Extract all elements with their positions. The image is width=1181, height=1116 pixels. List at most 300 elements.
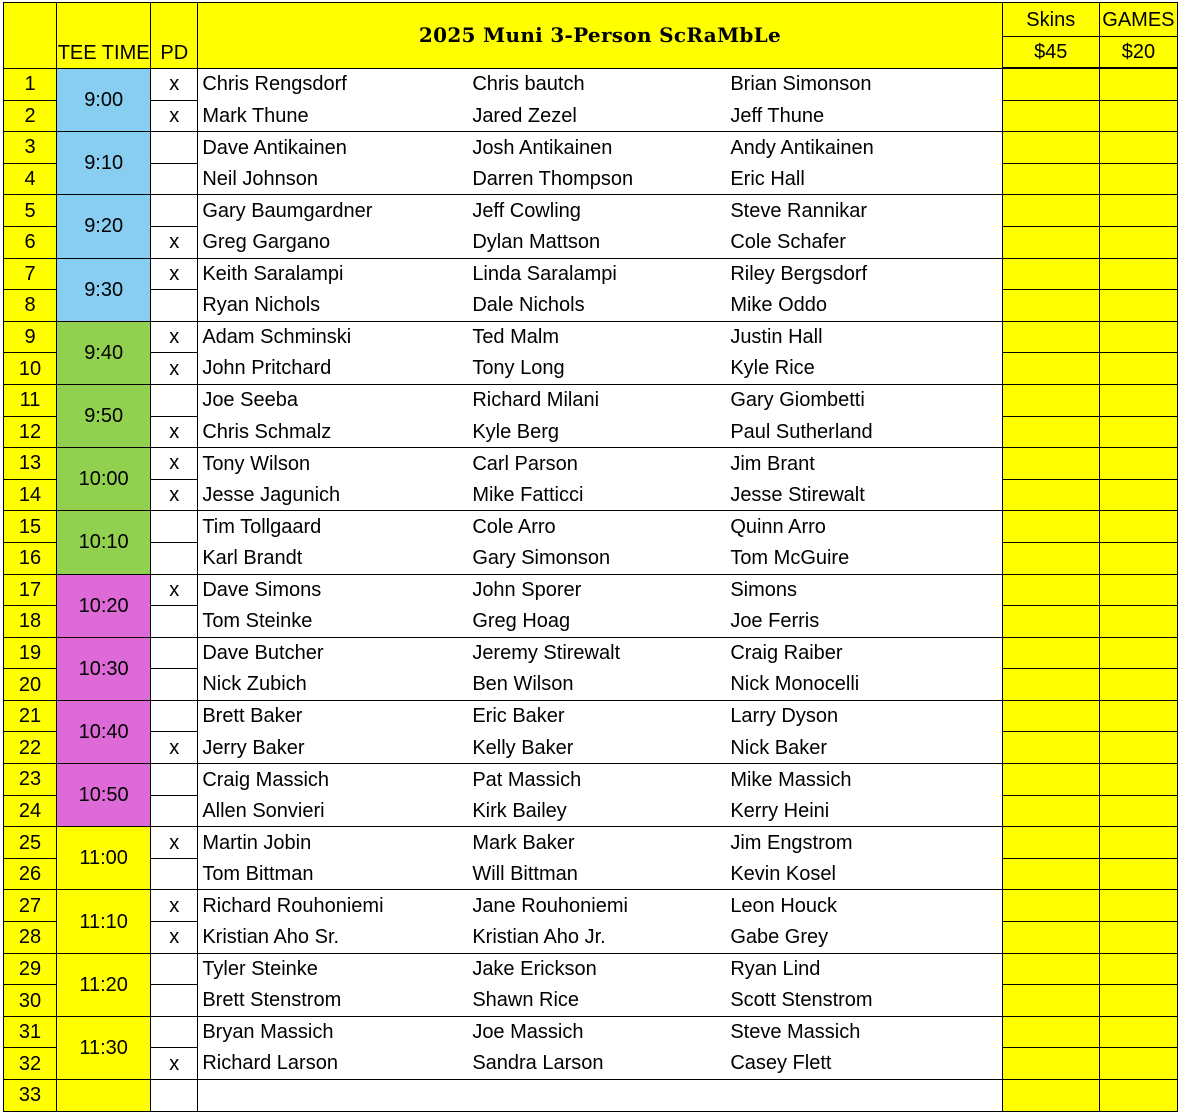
games-cell[interactable] — [1099, 321, 1177, 353]
tee-row — [4, 700, 1178, 732]
player-name: Pat Massich — [472, 768, 582, 791]
paid-mark: x — [151, 321, 198, 353]
skins-cell[interactable] — [1002, 795, 1099, 827]
skins-cell[interactable] — [1002, 384, 1099, 416]
player-name: Kyle Berg — [472, 420, 560, 443]
player-names — [198, 827, 1002, 859]
tee-row — [4, 890, 1178, 922]
row-number: 12 — [4, 416, 57, 448]
row-number: 28 — [4, 922, 57, 954]
paid-mark — [151, 132, 198, 164]
paid-mark — [151, 606, 198, 638]
paid-mark — [151, 290, 198, 322]
player-names — [198, 637, 1002, 669]
skins-header: Skins — [1002, 3, 1099, 37]
player-name: Neil Johnson — [202, 167, 318, 190]
tee-row — [4, 195, 1178, 227]
paid-mark: x — [151, 226, 198, 258]
player-group — [198, 701, 1001, 732]
tee-row — [4, 795, 1178, 827]
row-number: 25 — [4, 827, 57, 859]
player-name: Shawn Rice — [472, 989, 580, 1012]
player-name: Mark Thune — [202, 104, 309, 127]
tee-row — [4, 68, 1178, 100]
player-name: Jerry Baker — [202, 736, 305, 759]
paid-mark — [151, 1080, 198, 1112]
player-name: Greg Gargano — [202, 231, 331, 254]
player-names — [198, 764, 1002, 796]
tee-row — [4, 290, 1178, 322]
player-names — [198, 416, 1002, 448]
tee-row — [4, 985, 1178, 1017]
paid-mark — [151, 669, 198, 701]
row-number: 3 — [4, 132, 57, 164]
skins-cell[interactable] — [1002, 195, 1099, 227]
player-names — [198, 574, 1002, 606]
tee-row — [4, 258, 1178, 290]
player-name: Paul Sutherland — [730, 420, 873, 443]
player-name: Mike Fatticci — [472, 483, 584, 506]
tee-time: 11:10 — [57, 890, 151, 953]
tee-time: 9:40 — [57, 321, 151, 384]
games-cell[interactable] — [1099, 226, 1177, 258]
row-number: 9 — [4, 321, 57, 353]
player-name: Kristian Aho Jr. — [472, 926, 606, 949]
tee-row — [4, 606, 1178, 638]
games-cell[interactable] — [1099, 637, 1177, 669]
games-cell[interactable] — [1099, 795, 1177, 827]
row-number: 4 — [4, 163, 57, 195]
player-names — [198, 448, 1002, 480]
games-cell[interactable] — [1099, 669, 1177, 701]
skins-cell[interactable] — [1002, 100, 1099, 132]
games-cell[interactable] — [1099, 827, 1177, 859]
player-name: Tony Long — [472, 357, 565, 380]
row-number: 2 — [4, 100, 57, 132]
games-cell[interactable] — [1099, 542, 1177, 574]
player-name: Larry Dyson — [730, 705, 839, 728]
player-name: Sandra Larson — [472, 1052, 604, 1075]
player-name: Riley Bergsdorf — [730, 263, 868, 286]
paid-mark: x — [151, 922, 198, 954]
player-name: Eric Baker — [472, 705, 565, 728]
player-name: Adam Schminski — [202, 326, 352, 349]
player-group — [198, 448, 1001, 479]
tee-row — [4, 100, 1178, 132]
games-header: GAMES — [1099, 3, 1177, 37]
skins-cell[interactable] — [1002, 669, 1099, 701]
tee-row — [4, 416, 1178, 448]
tee-row — [4, 1016, 1178, 1048]
skins-cell[interactable] — [1002, 637, 1099, 669]
player-name: Ryan Lind — [730, 958, 821, 981]
player-name: Gary Baumgardner — [202, 199, 373, 222]
player-group — [198, 606, 1001, 637]
skins-cell[interactable] — [1002, 574, 1099, 606]
player-name: Gary Giombetti — [730, 389, 865, 412]
player-name: Josh Antikainen — [472, 136, 613, 159]
player-name: Joe Seeba — [202, 389, 298, 412]
player-name: Richard Larson — [202, 1052, 338, 1075]
games-cell[interactable] — [1099, 732, 1177, 764]
player-names — [198, 1080, 1002, 1112]
skins-cell[interactable] — [1002, 1080, 1099, 1112]
player-names — [198, 132, 1002, 164]
skins-cell[interactable] — [1002, 321, 1099, 353]
tee-time: 9:20 — [57, 195, 151, 258]
player-name: Scott Stenstrom — [730, 989, 873, 1012]
player-name: Bryan Massich — [202, 1021, 334, 1044]
player-names — [198, 226, 1002, 258]
player-names — [198, 68, 1002, 100]
games-cell[interactable] — [1099, 764, 1177, 796]
paid-mark — [151, 985, 198, 1017]
player-name: Kevin Kosel — [730, 862, 836, 885]
skins-cell[interactable] — [1002, 922, 1099, 954]
player-group — [198, 353, 1001, 384]
tee-time: 10:30 — [57, 637, 151, 700]
paid-mark — [151, 858, 198, 890]
player-name: Mark Baker — [472, 831, 575, 854]
tee-time-header: TEE TIME — [57, 3, 151, 69]
player-name: Tom Bittman — [202, 862, 314, 885]
player-name: Jeff Thune — [730, 104, 825, 127]
player-name: Chris Schmalz — [202, 420, 332, 443]
games-cell[interactable] — [1099, 448, 1177, 480]
games-cell[interactable] — [1099, 132, 1177, 164]
player-group — [198, 575, 1001, 606]
player-group — [198, 69, 1001, 101]
skins-cell[interactable] — [1002, 700, 1099, 732]
tee-time: 9:00 — [57, 68, 151, 132]
paid-mark: x — [151, 1048, 198, 1080]
row-number: 14 — [4, 479, 57, 511]
skins-cell[interactable] — [1002, 258, 1099, 290]
player-name: Simons — [730, 579, 798, 602]
player-name: Jeff Cowling — [472, 199, 581, 222]
tee-time: 11:30 — [57, 1016, 151, 1079]
player-name: Jane Rouhoniemi — [472, 894, 628, 917]
player-name: Jim Engstrom — [730, 831, 853, 854]
tee-time: 10:50 — [57, 764, 151, 827]
tee-row — [4, 827, 1178, 859]
games-cell[interactable] — [1099, 1016, 1177, 1048]
player-name: Dave Antikainen — [202, 136, 347, 159]
player-name: Nick Zubich — [202, 673, 307, 696]
paid-mark — [151, 542, 198, 574]
player-names — [198, 985, 1002, 1017]
skins-cell[interactable] — [1002, 764, 1099, 796]
player-name: Dylan Mattson — [472, 231, 601, 254]
paid-mark — [151, 764, 198, 796]
games-cell[interactable] — [1099, 100, 1177, 132]
skins-cell[interactable] — [1002, 290, 1099, 322]
tee-row — [4, 132, 1178, 164]
player-group — [198, 954, 1001, 985]
player-name: John Pritchard — [202, 357, 332, 380]
games-cell[interactable] — [1099, 985, 1177, 1017]
tee-row — [4, 764, 1178, 796]
row-number: 10 — [4, 353, 57, 385]
paid-mark — [151, 637, 198, 669]
skins-cell[interactable] — [1002, 953, 1099, 985]
paid-mark: x — [151, 353, 198, 385]
games-cell[interactable] — [1099, 163, 1177, 195]
skins-cell[interactable] — [1002, 827, 1099, 859]
skins-cell[interactable] — [1002, 226, 1099, 258]
games-cell[interactable] — [1099, 1048, 1177, 1080]
skins-cell[interactable] — [1002, 353, 1099, 385]
player-name: Richard Milani — [472, 389, 600, 412]
player-group — [198, 132, 1001, 163]
tee-row — [4, 574, 1178, 606]
player-group — [198, 322, 1001, 353]
player-name: Allen Sonvieri — [202, 799, 325, 822]
tee-time: 10:10 — [57, 511, 151, 574]
player-names — [198, 1016, 1002, 1048]
skins-cell[interactable] — [1002, 1016, 1099, 1048]
player-names — [198, 700, 1002, 732]
player-name: Jake Erickson — [472, 958, 597, 981]
player-group — [198, 259, 1001, 290]
skins-cell[interactable] — [1002, 163, 1099, 195]
games-cell[interactable] — [1099, 953, 1177, 985]
tee-sheet-table — [3, 2, 1178, 1112]
player-name: Tom Steinke — [202, 610, 313, 633]
games-cell[interactable] — [1099, 1080, 1177, 1112]
paid-mark — [151, 953, 198, 985]
player-name: Gabe Grey — [730, 926, 829, 949]
tee-row — [4, 384, 1178, 416]
games-cell[interactable] — [1099, 258, 1177, 290]
player-name: Nick Baker — [730, 736, 828, 759]
games-cell[interactable] — [1099, 68, 1177, 100]
player-name: Craig Raiber — [730, 642, 843, 665]
row-number: 13 — [4, 448, 57, 480]
games-cell[interactable] — [1099, 511, 1177, 543]
games-cell[interactable] — [1099, 890, 1177, 922]
player-name: Joe Ferris — [730, 610, 820, 633]
player-names — [198, 922, 1002, 954]
skins-cell[interactable] — [1002, 606, 1099, 638]
tee-sheet-body — [4, 68, 1178, 1111]
player-group — [198, 226, 1001, 257]
player-name: Dale Nichols — [472, 294, 585, 317]
row-number: 22 — [4, 732, 57, 764]
player-names — [198, 606, 1002, 638]
skins-cell[interactable] — [1002, 858, 1099, 890]
player-group — [198, 827, 1001, 858]
player-name: Tony Wilson — [202, 452, 311, 475]
player-name: Dave Butcher — [202, 642, 324, 665]
tee-time: 10:20 — [57, 574, 151, 637]
player-name: Brett Stenstrom — [202, 989, 342, 1012]
player-group — [198, 195, 1001, 226]
games-cell[interactable] — [1099, 922, 1177, 954]
player-names — [198, 163, 1002, 195]
player-names — [198, 290, 1002, 322]
tee-row — [4, 321, 1178, 353]
player-name: Jesse Jagunich — [202, 483, 341, 506]
player-name: Casey Flett — [730, 1052, 832, 1075]
skins-cell[interactable] — [1002, 479, 1099, 511]
player-group — [198, 511, 1001, 542]
tee-time: 11:20 — [57, 953, 151, 1016]
paid-mark: x — [151, 827, 198, 859]
skins-cell[interactable] — [1002, 416, 1099, 448]
player-group — [198, 858, 1001, 889]
games-cell[interactable] — [1099, 606, 1177, 638]
player-names — [198, 195, 1002, 227]
player-name: Tom McGuire — [730, 546, 850, 569]
paid-mark: x — [151, 68, 198, 100]
player-names — [198, 353, 1002, 385]
player-names — [198, 732, 1002, 764]
skins-cell[interactable] — [1002, 732, 1099, 764]
games-price: $20 — [1099, 37, 1177, 69]
player-name: Justin Hall — [730, 326, 823, 349]
player-name: Eric Hall — [730, 167, 805, 190]
row-number: 32 — [4, 1048, 57, 1080]
paid-mark — [151, 163, 198, 195]
row-number: 20 — [4, 669, 57, 701]
tee-row — [4, 226, 1178, 258]
paid-mark: x — [151, 416, 198, 448]
player-names — [198, 953, 1002, 985]
player-name: Kirk Bailey — [472, 799, 567, 822]
skins-cell[interactable] — [1002, 68, 1099, 100]
tee-row — [4, 953, 1178, 985]
player-names — [198, 542, 1002, 574]
player-name: Will Bittman — [472, 862, 578, 885]
player-group — [198, 290, 1001, 321]
player-name: Jared Zezel — [472, 104, 577, 127]
player-names — [198, 258, 1002, 290]
tee-row — [4, 448, 1178, 480]
paid-mark: x — [151, 890, 198, 922]
player-group — [198, 669, 1001, 700]
player-name: Jesse Stirewalt — [730, 483, 865, 506]
tee-row — [4, 163, 1178, 195]
paid-mark — [151, 795, 198, 827]
tee-row — [4, 511, 1178, 543]
games-cell[interactable] — [1099, 384, 1177, 416]
tee-time: 11:00 — [57, 827, 151, 890]
player-name: Mike Massich — [730, 768, 852, 791]
player-group — [198, 985, 1001, 1016]
row-number: 27 — [4, 890, 57, 922]
paid-mark — [151, 384, 198, 416]
player-group — [198, 1017, 1001, 1048]
player-name: Ben Wilson — [472, 673, 574, 696]
row-number: 7 — [4, 258, 57, 290]
player-name: Craig Massich — [202, 768, 330, 791]
player-name: Linda Saralampi — [472, 263, 617, 286]
games-cell[interactable] — [1099, 700, 1177, 732]
games-cell[interactable] — [1099, 574, 1177, 606]
player-name: Carl Parson — [472, 452, 578, 475]
player-name: Jeremy Stirewalt — [472, 642, 621, 665]
tee-row — [4, 858, 1178, 890]
player-names — [198, 100, 1002, 132]
games-cell[interactable] — [1099, 290, 1177, 322]
player-group — [198, 1048, 1001, 1079]
skins-cell[interactable] — [1002, 890, 1099, 922]
tee-time: 9:10 — [57, 132, 151, 195]
row-number: 17 — [4, 574, 57, 606]
paid-mark: x — [151, 574, 198, 606]
skins-cell[interactable] — [1002, 1048, 1099, 1080]
tee-time: 10:00 — [57, 448, 151, 511]
skins-cell[interactable] — [1002, 511, 1099, 543]
player-name: Nick Monocelli — [730, 673, 860, 696]
page-title: 2025 Muni 3-Person ScRaMbLe — [198, 3, 1002, 69]
skins-cell[interactable] — [1002, 448, 1099, 480]
player-group — [198, 764, 1001, 795]
row-number: 24 — [4, 795, 57, 827]
tee-time — [57, 1080, 151, 1112]
player-name: Jim Brant — [730, 452, 815, 475]
player-group — [198, 385, 1001, 416]
player-group — [198, 795, 1001, 826]
player-names — [198, 479, 1002, 511]
player-name: Cole Schafer — [730, 231, 846, 254]
paid-mark: x — [151, 732, 198, 764]
games-cell[interactable] — [1099, 416, 1177, 448]
row-number: 15 — [4, 511, 57, 543]
player-name: Kerry Heini — [730, 799, 830, 822]
tee-time: 9:50 — [57, 384, 151, 447]
games-cell[interactable] — [1099, 479, 1177, 511]
skins-cell[interactable] — [1002, 985, 1099, 1017]
player-name: Ryan Nichols — [202, 294, 321, 317]
player-group — [198, 890, 1001, 921]
player-names — [198, 384, 1002, 416]
paid-mark: x — [151, 479, 198, 511]
tee-time: 10:40 — [57, 700, 151, 763]
tee-row — [4, 479, 1178, 511]
tee-row — [4, 542, 1178, 574]
paid-mark — [151, 700, 198, 732]
tee-row — [4, 922, 1178, 954]
games-cell[interactable] — [1099, 353, 1177, 385]
row-number: 1 — [4, 68, 57, 100]
row-number-header — [4, 3, 57, 69]
skins-cell[interactable] — [1002, 132, 1099, 164]
player-name: Brian Simonson — [730, 73, 872, 96]
player-name: Keith Saralampi — [202, 263, 344, 286]
row-number: 5 — [4, 195, 57, 227]
games-cell[interactable] — [1099, 858, 1177, 890]
player-name: Steve Rannikar — [730, 199, 868, 222]
player-names — [198, 795, 1002, 827]
player-group — [198, 479, 1001, 510]
player-group — [198, 542, 1001, 573]
games-cell[interactable] — [1099, 195, 1177, 227]
player-name: Leon Houck — [730, 894, 838, 917]
player-names — [198, 1048, 1002, 1080]
tee-row — [4, 732, 1178, 764]
tee-row — [4, 1048, 1178, 1080]
skins-cell[interactable] — [1002, 542, 1099, 574]
player-group — [198, 416, 1001, 447]
player-name: John Sporer — [472, 579, 582, 602]
player-name: Darren Thompson — [472, 167, 634, 190]
tee-row — [4, 353, 1178, 385]
player-name: Kristian Aho Sr. — [202, 926, 340, 949]
row-number: 33 — [4, 1080, 57, 1112]
player-name: Greg Hoag — [472, 610, 571, 633]
